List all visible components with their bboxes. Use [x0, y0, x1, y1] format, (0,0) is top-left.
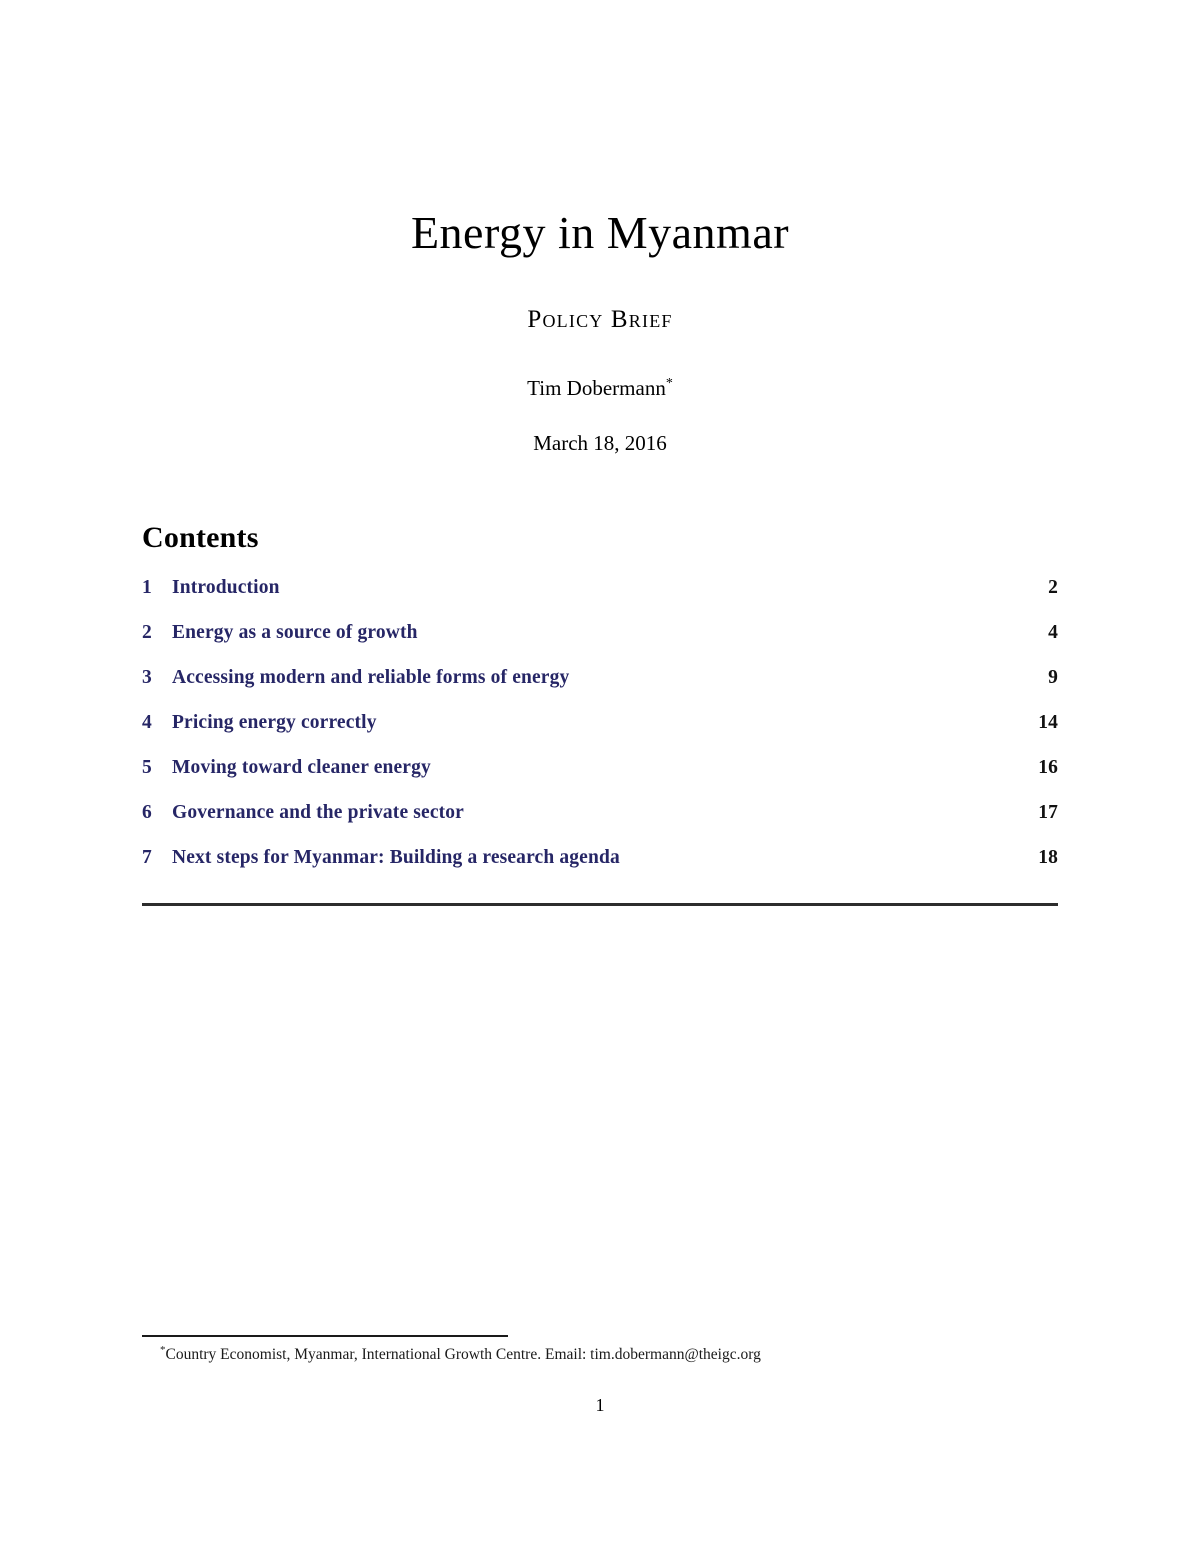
- toc-number: 1: [142, 577, 152, 598]
- toc-label: Governance and the private sector: [172, 802, 464, 823]
- toc-entry-2[interactable]: [142, 622, 1058, 667]
- toc-number: 7: [142, 847, 152, 868]
- toc-entry-3[interactable]: [142, 667, 1058, 712]
- contents-divider: [142, 903, 1058, 906]
- contents-heading: Contents: [142, 521, 259, 554]
- toc-number: 5: [142, 757, 152, 778]
- toc-entry-7[interactable]: [142, 847, 1058, 892]
- toc-number: 6: [142, 802, 152, 823]
- toc-label: Accessing modern and reliable forms of energy: [172, 667, 570, 688]
- author-name: Tim Dobermann: [527, 375, 666, 400]
- toc-label: Introduction: [172, 577, 280, 598]
- footnote-text: [142, 1343, 1058, 1364]
- author-footnote-marker: *: [665, 375, 673, 391]
- toc-label: Moving toward cleaner energy: [172, 757, 431, 778]
- table-of-contents: [142, 521, 1058, 906]
- toc-entry-5[interactable]: [142, 757, 1058, 802]
- toc-entry-1[interactable]: [142, 577, 1058, 622]
- author-line: [142, 376, 1058, 401]
- toc-label: Energy as a source of growth: [172, 622, 418, 643]
- footnote-divider: [142, 1335, 508, 1337]
- page-folio: 1: [595, 1395, 605, 1415]
- toc-page-number: 17: [1038, 802, 1058, 823]
- toc-page-number: 18: [1038, 847, 1058, 868]
- footnote-area: [142, 1335, 1058, 1364]
- toc-number: 2: [142, 622, 152, 643]
- toc-entry-4[interactable]: [142, 712, 1058, 757]
- toc-number: 3: [142, 667, 152, 688]
- toc-label: Next steps for Myanmar: Building a research agenda: [172, 847, 620, 868]
- toc-page-number: 9: [1048, 667, 1058, 688]
- page-title: Energy in Myanmar: [410, 207, 790, 258]
- toc-page-number: 14: [1038, 712, 1058, 733]
- document-subtitle: Policy Brief: [527, 305, 673, 333]
- toc-list: [142, 577, 1058, 892]
- toc-number: 4: [142, 712, 152, 733]
- title-block: [142, 208, 1058, 456]
- toc-page-number: 4: [1048, 622, 1058, 643]
- footnote-body: Country Economist, Myanmar, International Growth Centre. Email: tim.dobermann@theigc.org: [165, 1345, 761, 1363]
- toc-entry-6[interactable]: [142, 802, 1058, 847]
- toc-label: Pricing energy correctly: [172, 712, 377, 733]
- toc-page-number: 16: [1038, 757, 1058, 778]
- document-date: March 18, 2016: [533, 430, 667, 455]
- footnote-marker: *: [160, 1343, 166, 1356]
- toc-page-number: 2: [1048, 577, 1058, 598]
